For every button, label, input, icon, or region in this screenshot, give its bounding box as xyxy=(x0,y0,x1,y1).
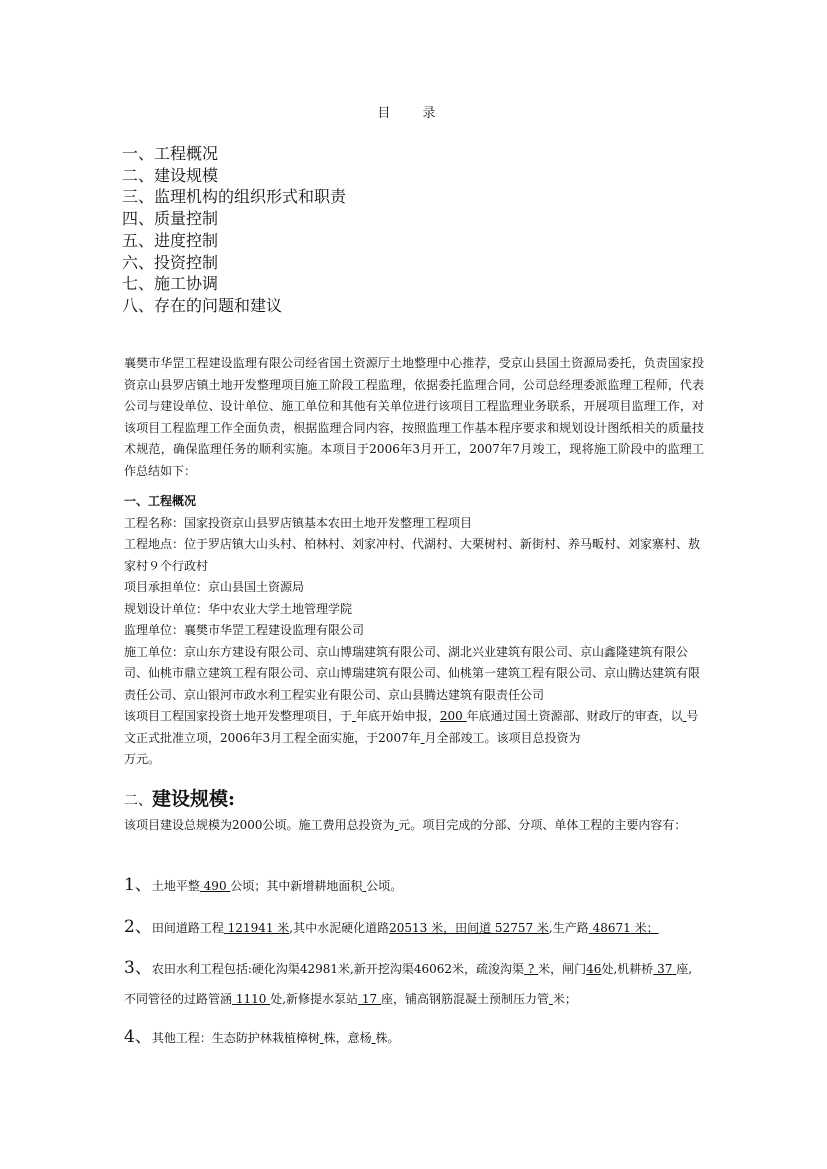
text: 田间道路工程 xyxy=(151,921,224,935)
text: 农田水利工程包括:硬化沟渠42981米,新开挖沟渠46062米，疏浚沟渠 xyxy=(151,962,525,976)
toc-title: 目 录 xyxy=(377,106,450,121)
text: 处,新修提水泵站 xyxy=(270,992,359,1006)
text: 土地平整 xyxy=(151,879,200,893)
value xyxy=(358,992,381,1006)
heading-number: 二、 xyxy=(124,793,152,809)
text: 处,机耕桥 xyxy=(601,962,654,976)
intro-text: 襄樊市华罡工程建设监理有限公司经省国土资源厅土地整理中心推荐，受京山县国土资源局委托，负责国家投资京山县罗店镇土地开发整理项目施工阶段工程监理，依据委托监理合同，公司总经理委派监理工程师，代表公司与建设单位、设计单位、施工单位和其他有关单位进行该项目工程监理业务联系，开展项目监理工作，对该项目工程监理工作全面负责，根据监理合同内容，按照监理工作基本程序要求和规划设计图纸相关的质量技术规范，确保监理任务的顺利实施。本项目于2006年3月开工，2007年7月竣工，现将施工阶段中的监理工作总结如下： xyxy=(124,356,704,478)
heading-text: 建设规模 xyxy=(152,788,229,810)
scale-item-1 xyxy=(124,869,704,902)
approval-year: 200 xyxy=(439,709,463,723)
text: 万元。 xyxy=(124,752,161,766)
section-overview xyxy=(124,491,704,771)
item-number: 1、 xyxy=(124,875,152,895)
text: 号文正式批准立项，2006年3月工程全面实施，于2007年 xyxy=(124,709,699,745)
heading-colon: : xyxy=(228,788,236,810)
text: 年底开始申报， xyxy=(355,709,440,723)
section-heading-scale xyxy=(124,784,235,811)
scale-intro-text xyxy=(124,815,704,837)
project-location: 工程地点：位于罗店镇大山头村、柏林村、刘家冲村、代湖村、大栗树村、新街村、养马畈村、刘家寨村、敖家村９个行政村 xyxy=(124,537,701,573)
value-text: 17 xyxy=(361,992,378,1006)
text: 米，闸门 xyxy=(538,962,587,976)
text: ,生产路 xyxy=(548,921,589,935)
toc-item: 五、进度控制 xyxy=(122,230,219,250)
project-designer: 规划设计单位：华中农业大学土地管理学院 xyxy=(124,601,353,616)
value-text: 121941 米 xyxy=(227,921,290,935)
value-text: 490 xyxy=(203,879,227,893)
value-text: ? xyxy=(527,962,535,976)
value xyxy=(524,962,538,976)
project-contractors: 施工单位：京山东方建设有限公司、京山博瑞建筑有限公司、湖北兴业建筑有限公司、京山鑫隆建筑有限公司、仙桃市鼎立建筑工程有限公司、京山博瑞建筑有限公司、仙桃第一建筑工程有限公司、京山腾达建筑有限责任公司、京山银河市政水利工程实业有限公司、京山县腾达建筑有限责任公司 xyxy=(124,644,701,702)
value xyxy=(224,921,289,935)
toc-item: 六、投资控制 xyxy=(122,252,219,272)
table-of-contents xyxy=(122,143,346,317)
value: 20513 米，田间道 52757 米 xyxy=(389,921,549,935)
text: 年底通过国土资源部、财政厅的审查，以 xyxy=(466,709,683,723)
value xyxy=(200,879,231,893)
value-text: 37 xyxy=(657,962,673,976)
project-name: 工程名称：国家投资京山县罗店镇基本农田土地开发整理工程项目 xyxy=(124,515,473,530)
text: 公顷。 xyxy=(366,879,403,893)
value xyxy=(232,992,270,1006)
section-heading: 一、工程概况 xyxy=(124,494,197,508)
item-number: 4、 xyxy=(124,1027,152,1047)
item-number: 2、 xyxy=(124,917,152,937)
text: 座，铺高钢筋混凝土预制压力管 xyxy=(380,992,549,1006)
toc-item: 八、存在的问题和建议 xyxy=(122,295,283,315)
scale-intro xyxy=(124,815,704,837)
text: 该项目建设总规模为2000公顷。施工费用总投资为 xyxy=(124,818,395,832)
item-number: 3、 xyxy=(124,958,152,978)
value xyxy=(653,962,676,976)
scale-item-2 xyxy=(124,911,704,944)
project-supervisor: 监理单位：襄樊市华罡工程建设监理有限公司 xyxy=(124,623,365,637)
text: 米； xyxy=(552,992,577,1006)
project-owner: 项目承担单位：京山县国土资源局 xyxy=(124,580,305,594)
scale-item-4 xyxy=(124,1021,704,1054)
toc-item: 四、质量控制 xyxy=(122,209,219,229)
toc-item: 一、工程概况 xyxy=(122,144,219,163)
value-text: 48671 米； xyxy=(592,921,659,935)
intro-paragraph xyxy=(124,353,704,482)
text: 公顷；其中新增耕地面积 xyxy=(230,879,363,893)
toc-item: 三、监理机构的组织形式和职责 xyxy=(122,187,347,207)
text: ,其中水泥硬化道路 xyxy=(289,921,390,935)
text: 其他工程：生态防护林栽植樟树 xyxy=(151,1031,320,1045)
approval-paragraph xyxy=(124,706,704,771)
toc-item: 七、施工协调 xyxy=(122,274,219,294)
text: 座,不同管径的过路管涵 xyxy=(124,962,693,1006)
text: 元。项目完成的分部、分项、单体工程的主要内容有： xyxy=(398,818,687,832)
text: 月全部竣工。该项目总投资为 xyxy=(424,730,581,745)
value xyxy=(589,921,659,935)
text: 株。 xyxy=(375,1031,400,1045)
value: 46 xyxy=(586,962,602,976)
toc-item: 二、建设规模 xyxy=(122,165,219,185)
text: 该项目工程国家投资土地开发整理项目，于 xyxy=(124,709,353,723)
text: 株，意杨 xyxy=(323,1031,372,1045)
scale-item-3 xyxy=(124,953,704,1014)
value-text: 1110 xyxy=(235,992,267,1006)
